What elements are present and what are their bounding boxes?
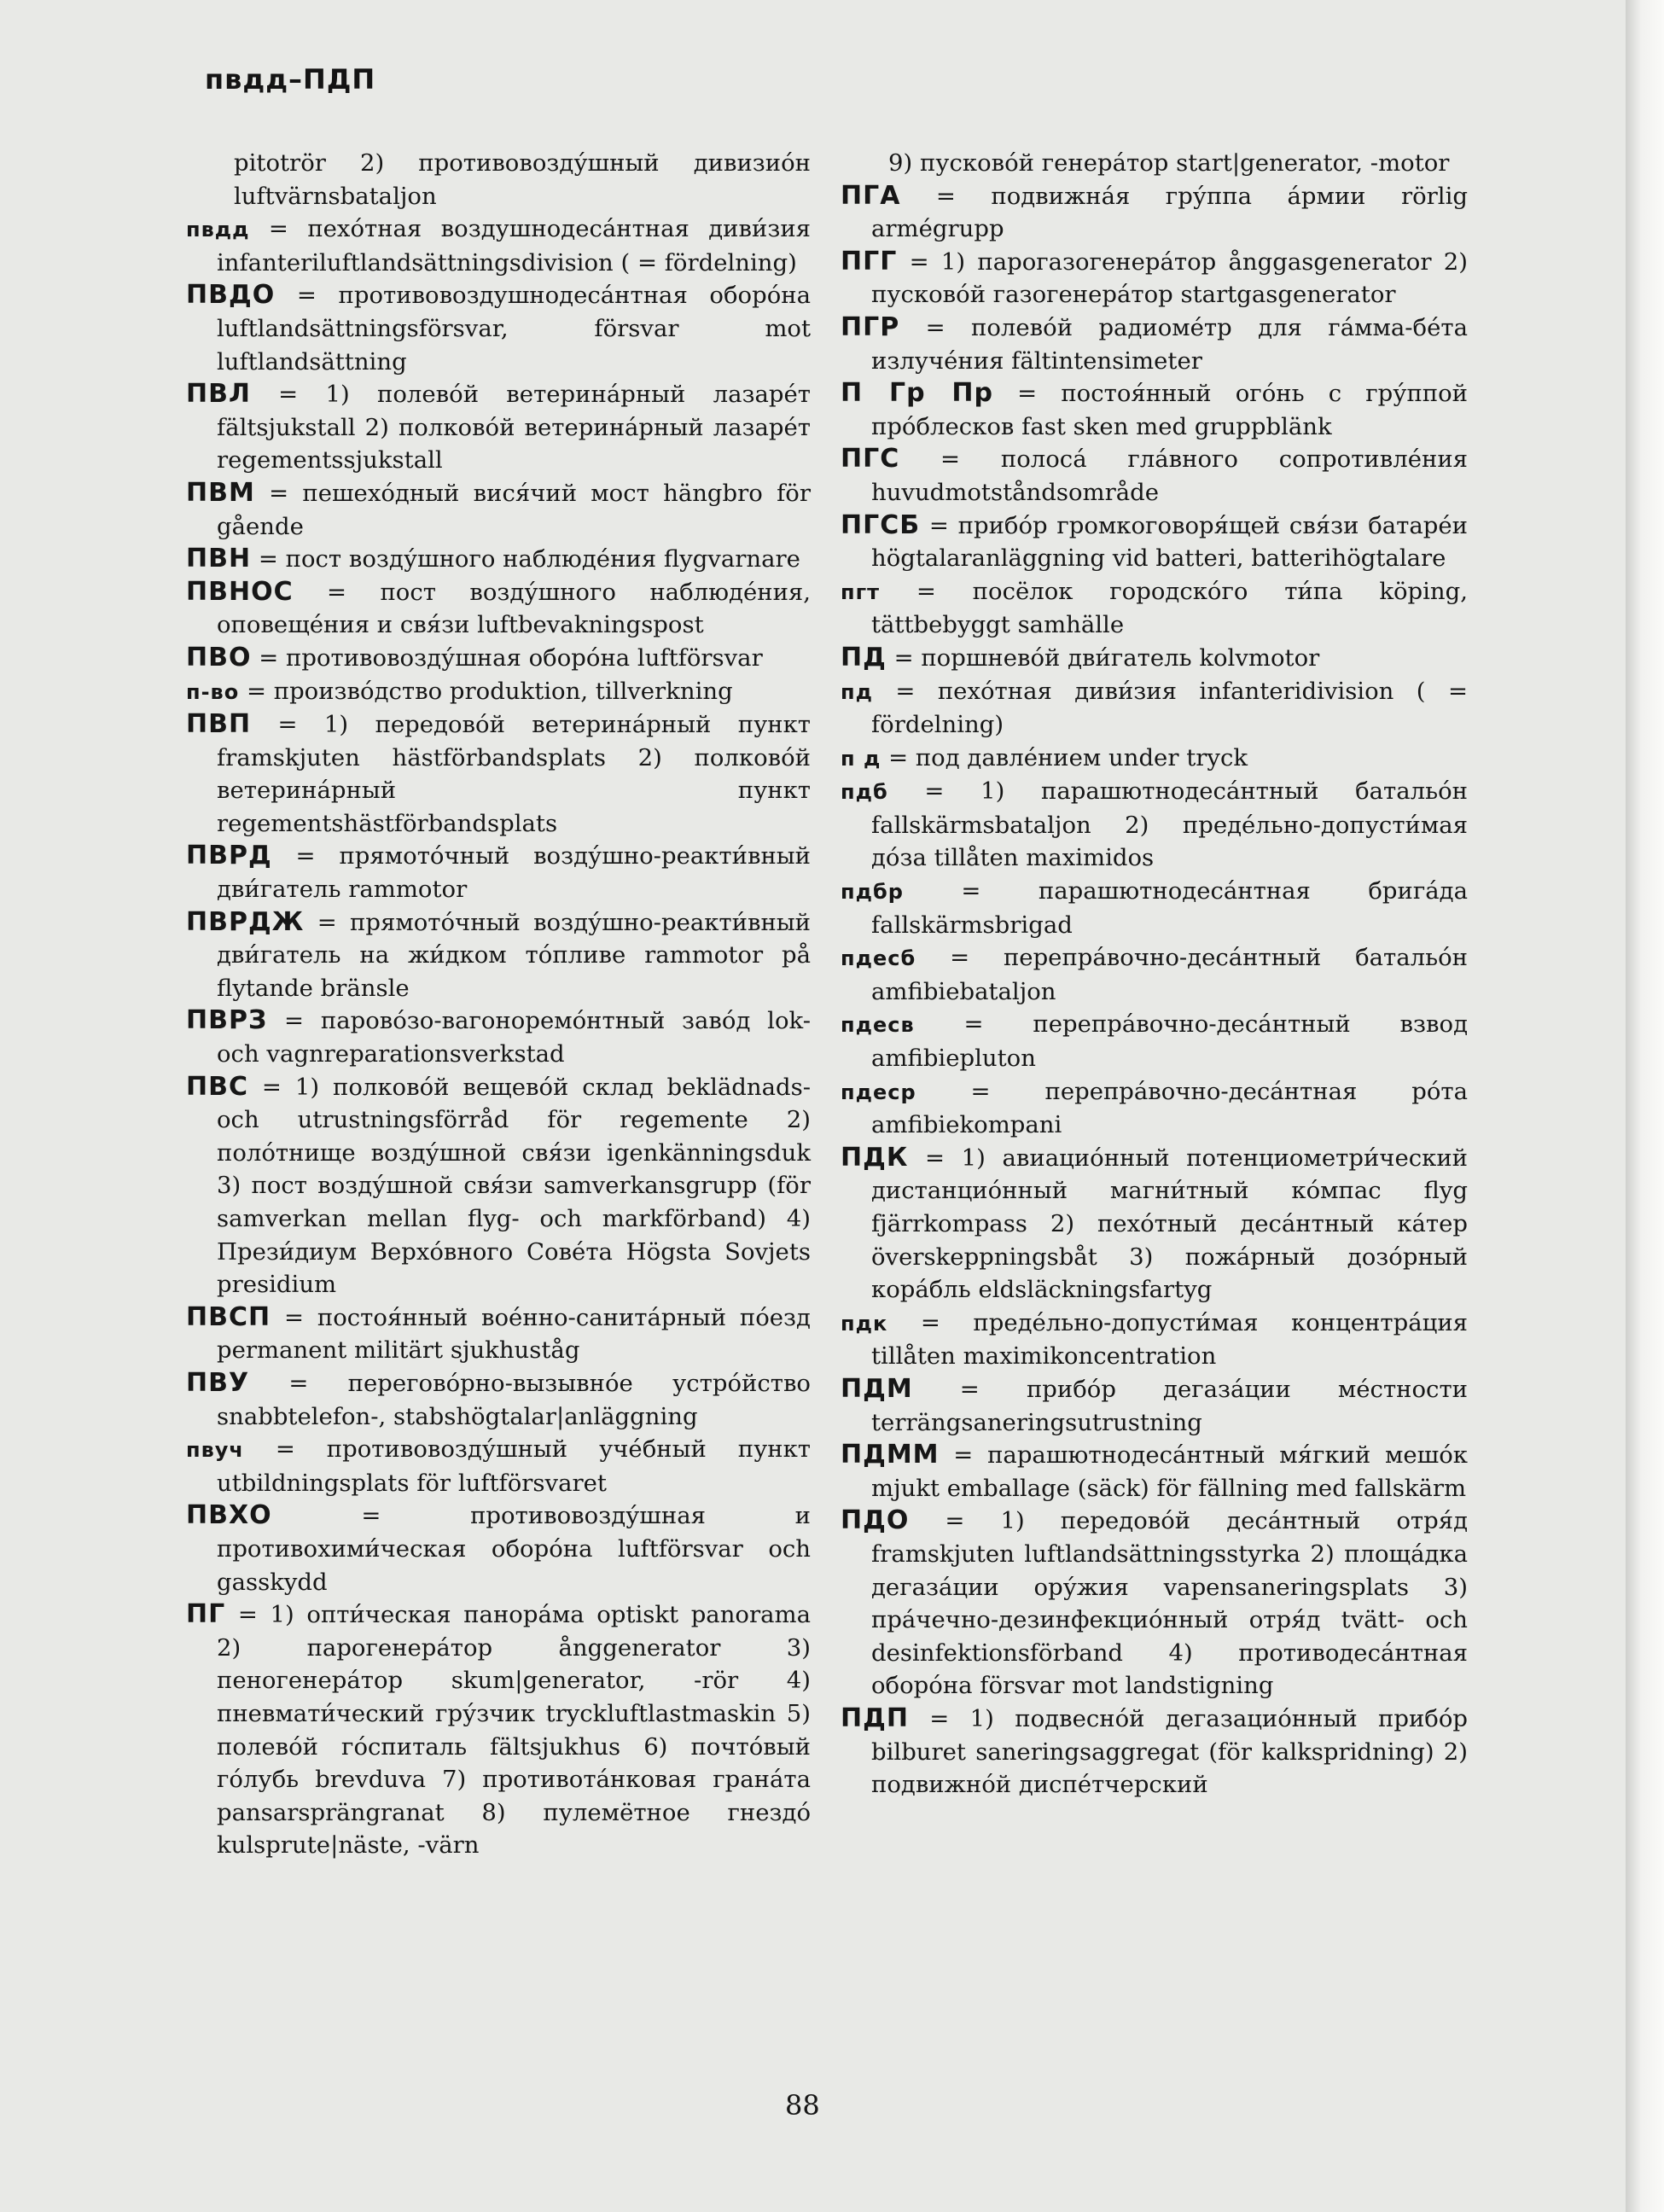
entry-text: = 1) передово́й деса́нтный отря́д framskjuten luftlandsättningsstyrka 2) площа́дка дегаза́ции ору́жия vapensaneringsplats 3) пра́чечно-дезинфекцио́нный отря́д tvätt- och desinfektionsförband 4) противодеса́нтная оборо́на försvar mot landstigning — [871, 1507, 1468, 1700]
entry-headword: пдесв — [841, 1013, 915, 1038]
dictionary-entry — [186, 1367, 811, 1433]
entry-headword: ПВН — [186, 544, 252, 574]
entry-text: = 1) авиацио́нный потенциометри́ческий дистанцио́нный магни́тный ко́мпас flyg fjärrkompass 2) пехо́тный деса́нтный ка́тер överskeppningsbåt 3) пожа́рный дозо́рный кора́бль eldsläckningsfartyg — [871, 1144, 1468, 1304]
dictionary-entry — [186, 543, 811, 576]
entry-text: = 1) полево́й ветерина́рный лазаре́т fältsjukstall 2) полково́й ветерина́рный лазаре́т regementssjukstall — [217, 381, 811, 474]
dictionary-entry — [841, 246, 1468, 311]
dictionary-entry — [841, 1008, 1468, 1074]
dictionary-entry — [841, 1505, 1468, 1703]
entry-text: = прямото́чный возду́шно-реакти́вный дви́гатель на жи́дком то́пливе rammotor på flytande bränsle — [217, 908, 811, 1002]
entry-headword: пдб — [841, 780, 888, 805]
entry-text: = подвижна́я гру́ппа а́рмии rörlig armégrupp — [871, 182, 1468, 243]
dictionary-entry — [186, 576, 811, 642]
entry-headword: ПВП — [186, 709, 252, 740]
entry-text: = противовозду́шный уче́бный пункт utbildningsplats för luftförsvaret — [217, 1435, 811, 1497]
dictionary-entry — [841, 1439, 1468, 1505]
dictionary-entry — [186, 840, 811, 905]
page-number: 88 — [785, 2089, 820, 2122]
entry-text: = 1) парогазогенера́тор ånggasgenerator 2) пусково́й газогенера́тор startgasgenerator — [871, 247, 1468, 309]
entry-headword: ПВУ — [186, 1367, 250, 1398]
entry-text: = перепра́вочно-деса́нтный батальо́н amfibiebataljon — [871, 944, 1468, 1005]
entry-text: pitotrör 2) противовозду́шный дивизио́н luftvärnsbataljon — [234, 149, 811, 210]
entry-headword: ПВРЗ — [186, 1005, 268, 1036]
entry-headword: П Гр Пр — [841, 378, 993, 409]
entry-headword: ПДП — [841, 1703, 909, 1733]
entry-text: = прибо́р громкоговоря́щей свя́зи батаре́и högtalaranläggning vid batteri, batterihögtalare — [871, 511, 1468, 573]
entry-text: = поршнево́й дви́гатель kolvmotor — [886, 643, 1320, 672]
dictionary-entry — [841, 642, 1468, 675]
dictionary-entry — [186, 279, 811, 378]
entry-headword: пдк — [841, 1311, 888, 1336]
dictionary-entry — [841, 575, 1468, 642]
entry-headword: ПГГ — [841, 246, 898, 276]
dictionary-entry — [186, 906, 811, 1005]
entry-headword: ПД — [841, 642, 887, 672]
entry-text: = пешехо́дный вися́чий мост hängbro för gående — [217, 479, 811, 540]
entry-headword: ПДМ — [841, 1373, 913, 1404]
entry-headword: ПВХО — [186, 1500, 272, 1531]
entry-text: = постоя́нный ого́нь с гру́ппой про́блесков fast sken med gruppblänk — [871, 380, 1468, 440]
dictionary-entry — [841, 311, 1468, 377]
entry-text: = перегово́рно-вызывно́е устро́йство snabbtelefon-, stabshögtalar|anläggning — [217, 1369, 811, 1430]
dictionary-entry — [841, 675, 1468, 742]
entry-text: = перепра́вочно-деса́нтный взвод amfibiepluton — [871, 1010, 1468, 1073]
right-column — [841, 147, 1468, 1802]
left-column — [186, 147, 811, 1862]
entry-text: = прямото́чный возду́шно-реакти́вный дви́гатель rammotor — [217, 842, 811, 904]
entry-text: = 1) полково́й вещево́й склад beklädnads- och utrustningsförråd för regemente 2) поло́тнище возду́шной свя́зи igenkänningsduk 3) пост возду́шной свя́зи samverkansgrupp (för samverkan mellan flyg- och markförband) 4) Прези́диум Верхо́вного Сове́та Högsta Sovjets presidium — [217, 1073, 811, 1299]
entry-text: = 1) передово́й ветерина́рный пункт framskjuten hästförbandsplats 2) полково́й ветерина́рный пункт regementshästförbandsplats — [217, 711, 811, 837]
entry-text: = парово́зо-вагоноремо́нтный заво́д lok- och vagnreparationsverkstad — [217, 1007, 811, 1068]
dictionary-entry — [186, 212, 811, 279]
entry-text: 9) пусково́й генера́тор start|generator, -motor — [888, 149, 1450, 177]
entry-text: = 1) опти́ческая панора́ма optiskt panorama 2) парогенера́тор ånggenerator 3) пеногенера́тор skum|generator, -rör 4) пневмати́ческий гру́зчик tryckluftlastmaskin 5) полево́й го́спиталь fältsjukhus 6) почто́вый го́лубь brevduva 7) противота́нковая грана́та pansarsprängranat 8) пулемётное гнездо́ kulsprute|näste, -värn — [217, 1601, 811, 1860]
entry-headword: ПВРДЖ — [186, 906, 305, 937]
entry-headword: ПГСБ — [841, 509, 921, 540]
dictionary-entry — [841, 941, 1468, 1008]
dictionary-entry — [841, 742, 1468, 776]
entry-text: = прибо́р дегаза́ции ме́стности terrängsaneringsutrustning — [871, 1375, 1468, 1436]
dictionary-entry — [186, 1499, 811, 1598]
entry-headword: ПВНОС — [186, 576, 294, 607]
entry-text: = противовозду́шная и противохими́ческая оборо́на luftförsvar och gasskydd — [217, 1502, 811, 1596]
dictionary-entry — [186, 1301, 811, 1367]
running-head: пвдд–ПДП — [205, 63, 376, 96]
entry-headword: п д — [841, 746, 881, 771]
entry-text: = парашютнодеса́нтный мя́гкий мешо́к mjukt emballage (säck) för fällning med fallskärm — [871, 1441, 1468, 1502]
entry-headword: пвуч — [186, 1438, 244, 1463]
dictionary-entry — [841, 509, 1468, 575]
dictionary-entry — [186, 1433, 811, 1499]
entry-headword: ПГС — [841, 444, 900, 474]
entry-headword: пдеср — [841, 1080, 916, 1104]
entry-headword: ПДК — [841, 1142, 909, 1173]
entry-headword: ПВЛ — [186, 379, 251, 410]
entry-headword: ПВО — [186, 642, 252, 672]
dictionary-entry — [841, 377, 1468, 443]
entry-headword: ПДО — [841, 1505, 910, 1536]
entry-text: = 1) подвесно́й дегазацио́нный прибо́р bilburet saneringsaggregat (för kalkspridning) 2) подвижно́й диспе́тчерский — [871, 1704, 1468, 1799]
entry-text: = пост возду́шного наблюде́ния, оповеще́ния и свя́зи luftbevakningspost — [217, 578, 811, 639]
entry-text: = 1) парашютнодеса́нтный батальо́н fallskärmsbataljon 2) преде́льно-допусти́мая до́за tillåten maximidos — [871, 777, 1468, 872]
dictionary-entry — [186, 378, 811, 477]
entry-headword: пгт — [841, 579, 881, 604]
entry-headword: ПВМ — [186, 477, 255, 508]
entry-text: = пехо́тная воздушнодеса́нтная диви́зия infanteriluftlandsättningsdivision ( = fördelning) — [217, 215, 811, 276]
entry-headword: ПГР — [841, 311, 900, 342]
entry-headword: пдбр — [841, 880, 904, 905]
entry-text: = пост возду́шного наблюде́ния flygvarnare — [251, 545, 800, 573]
dictionary-entry — [841, 147, 1468, 180]
dictionary-entry — [186, 642, 811, 675]
entry-headword: п-во — [186, 679, 240, 704]
entry-text: = под давле́нием under tryck — [881, 743, 1248, 771]
entry-headword: ПВРД — [186, 841, 272, 871]
dictionary-entry — [186, 675, 811, 709]
entry-text: = пехо́тная диви́зия infanteridivision ( = fördelning) — [871, 677, 1468, 739]
dictionary-entry — [841, 1142, 1468, 1307]
dictionary-entry — [841, 443, 1468, 509]
dictionary-entry — [841, 1703, 1468, 1802]
entry-text: = перепра́вочно-деса́нтная ро́та amfibiekompani — [871, 1077, 1468, 1139]
entry-headword: ПВСП — [186, 1301, 271, 1332]
dictionary-entry — [186, 147, 811, 212]
entry-headword: ПГА — [841, 180, 901, 211]
dictionary-entry — [841, 1075, 1468, 1142]
dictionary-entry — [186, 1071, 811, 1301]
entry-headword: ПВДО — [186, 280, 276, 311]
entry-text: = посёлок городско́го ти́па köping, tättbebyggt samhälle — [871, 577, 1468, 639]
entry-headword: пвдд — [186, 218, 250, 242]
entry-text: = парашютнодеса́нтная брига́да fallskärmsbrigad — [871, 877, 1468, 939]
entry-text: = произво́дство produktion, tillverkning — [239, 677, 733, 705]
entry-headword: пд — [841, 679, 873, 704]
entry-text: = постоя́нный вое́нно-санита́рный по́езд permanent militärt sjukhuståg — [217, 1303, 811, 1365]
entry-text: = противовозду́шная оборо́на luftförsvar — [251, 643, 763, 672]
entry-headword: ПВС — [186, 1071, 248, 1102]
entry-text: = преде́льно-допусти́мая концентра́ция tillåten maximikoncentration — [871, 1308, 1468, 1371]
page-edge — [1626, 0, 1664, 2212]
dictionary-entry — [186, 1598, 811, 1862]
dictionary-entry — [841, 875, 1468, 941]
entry-text: = полево́й радиоме́тр для га́мма-бе́та излуче́ния fältintensimeter — [871, 313, 1468, 375]
dictionary-entry — [186, 1004, 811, 1070]
entry-text: = противовоздушнодеса́нтная оборо́на luftlandsättningsförsvar, försvar mot luftlandsättning — [217, 282, 811, 375]
dictionary-entry — [841, 775, 1468, 875]
dictionary-entry — [841, 180, 1468, 246]
dictionary-entry — [841, 1307, 1468, 1373]
entry-text: = полоса́ гла́вного сопротивле́ния huvudmotståndsområde — [871, 445, 1468, 506]
dictionary-entry — [841, 1373, 1468, 1439]
entry-headword: ПГ — [186, 1599, 226, 1630]
entry-headword: ПДММ — [841, 1440, 940, 1470]
dictionary-entry — [186, 708, 811, 840]
entry-headword: пдесб — [841, 946, 916, 971]
dictionary-entry — [186, 477, 811, 543]
